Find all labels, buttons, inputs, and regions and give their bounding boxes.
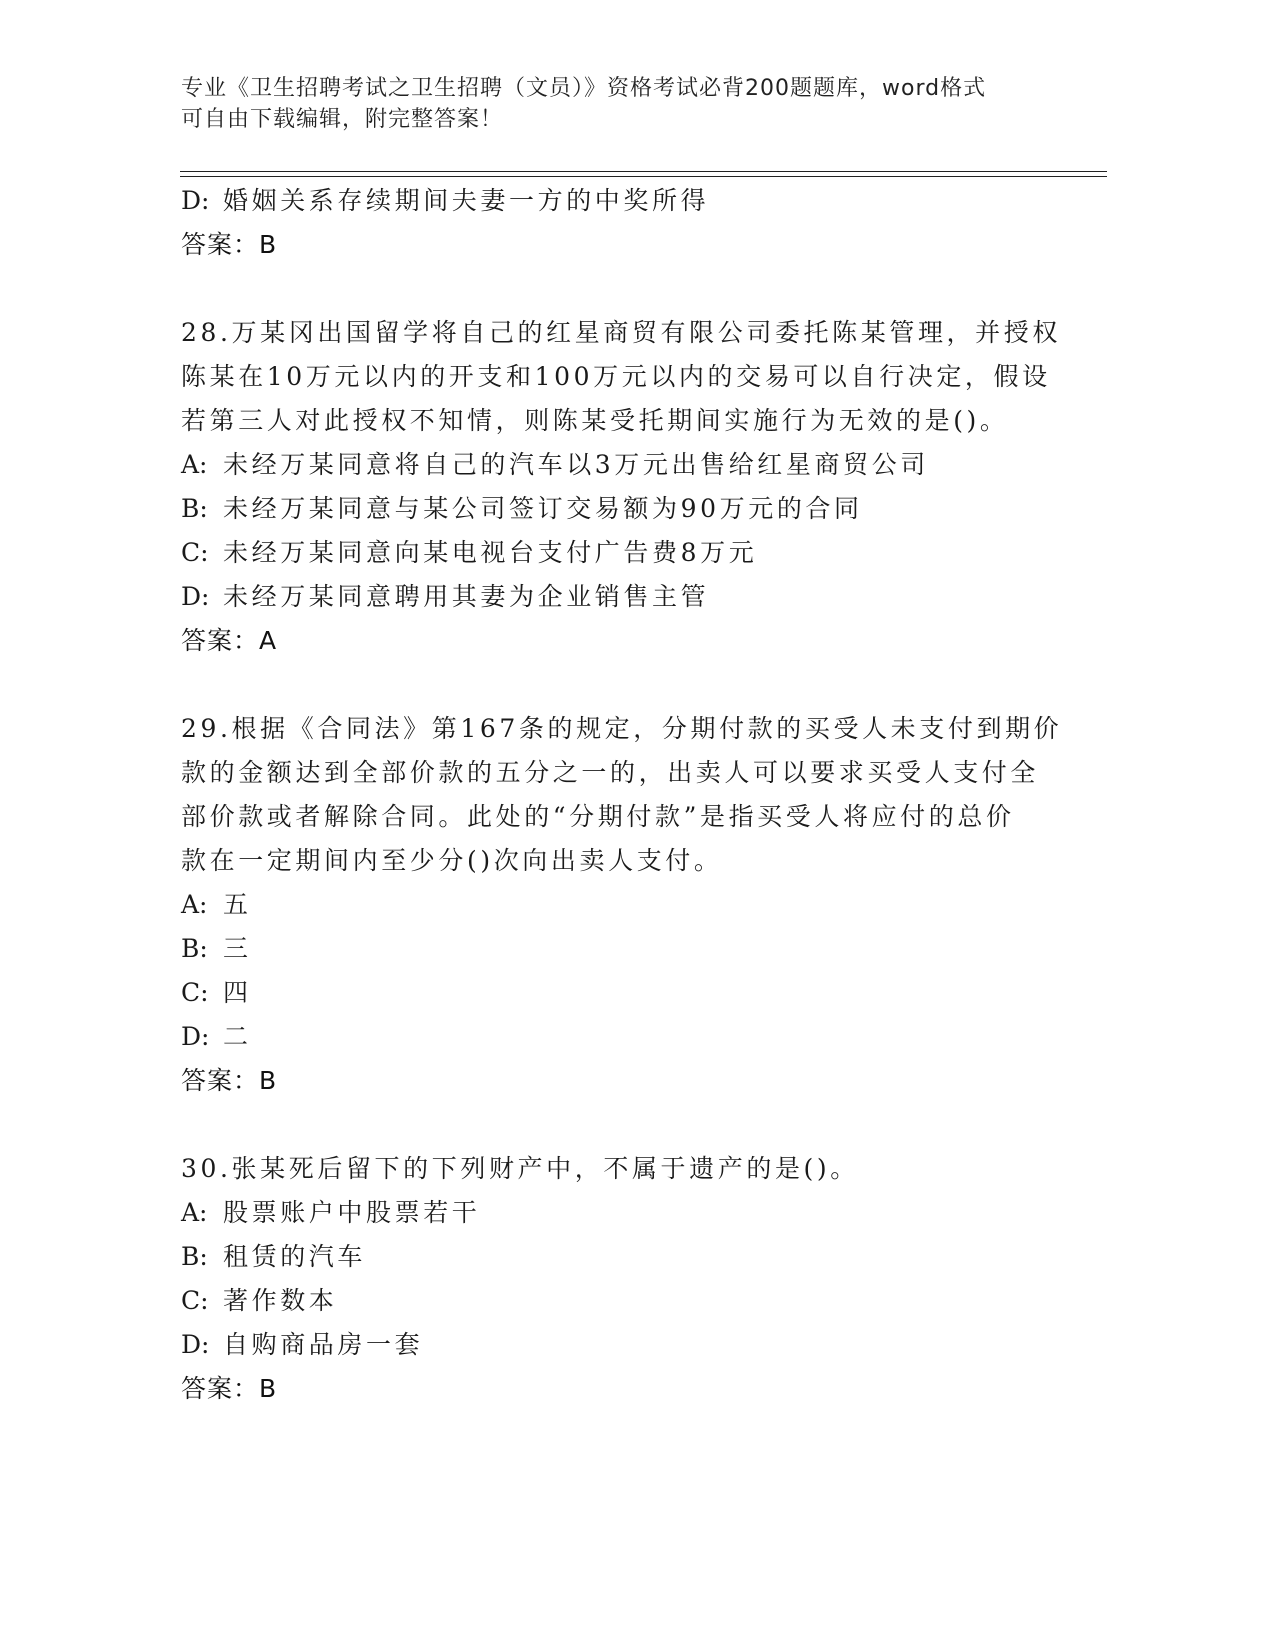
answer-line: 答案：A	[181, 626, 278, 655]
option-d	[181, 575, 1081, 619]
option-text: 未经万某同意聘用其妻为企业销售主管	[223, 582, 710, 611]
option-label: A:	[181, 450, 208, 479]
question-list	[181, 179, 1081, 1411]
answer-line: 答案：B	[181, 1066, 278, 1095]
option-text: 著作数本	[223, 1286, 338, 1315]
option-label: D:	[181, 1022, 210, 1051]
option-c	[181, 1279, 1081, 1323]
option-label: D:	[181, 1330, 210, 1359]
question-28	[181, 311, 1081, 663]
header-title-line-2: 可自由下载编辑，附完整答案！	[181, 107, 504, 132]
answer-line: 答案：B	[181, 1374, 278, 1403]
option-label: D:	[181, 582, 210, 611]
header-title-line-1: 专业《卫生招聘考试之卫生招聘（文员）》资格考试必背200题题库，word格式	[181, 76, 987, 101]
option-b	[181, 927, 1081, 971]
question-29	[181, 707, 1081, 1103]
option-text: 未经万某同意将自己的汽车以3万元出售给红星商贸公司	[223, 450, 929, 479]
option-c	[181, 531, 1081, 575]
option-a	[181, 443, 1081, 487]
question-text-line: 款的金额达到全部价款的五分之一的，出卖人可以要求买受人支付全	[181, 758, 1040, 787]
option-text: 未经万某同意与某公司签订交易额为90万元的合同	[223, 494, 863, 523]
question-text-line: 28.万某冈出国留学将自己的红星商贸有限公司委托陈某管理，并授权	[181, 318, 1061, 347]
option-c	[181, 971, 1081, 1015]
option-a	[181, 883, 1081, 927]
question-text-line: 部价款或者解除合同。此处的“分期付款”是指买受人将应付的总价	[181, 802, 1015, 831]
option-a	[181, 1191, 1081, 1235]
option-text: 四	[223, 978, 252, 1007]
option-label: B:	[181, 934, 208, 963]
option-label: B:	[181, 494, 208, 523]
option-b	[181, 1235, 1081, 1279]
option-text: 婚姻关系存续期间夫妻一方的中奖所得	[223, 186, 710, 215]
question-text-line: 款在一定期间内至少分()次向出卖人支付。	[181, 846, 723, 875]
option-label: D:	[181, 186, 210, 215]
header-divider-top	[180, 171, 1107, 172]
option-text: 三	[223, 934, 252, 963]
option-text: 五	[223, 890, 252, 919]
option-label: B:	[181, 1242, 208, 1271]
question-text-line: 若第三人对此授权不知情，则陈某受托期间实施行为无效的是()。	[181, 406, 1009, 435]
spacer	[181, 663, 1081, 707]
option-b	[181, 487, 1081, 531]
question-text-line: 陈某在10万元以内的开支和100万元以内的交易可以自行决定，假设	[181, 362, 1051, 391]
option-text: 未经万某同意向某电视台支付广告费8万元	[223, 538, 758, 567]
prev-option-d	[181, 179, 1081, 223]
option-d	[181, 1323, 1081, 1367]
document-header	[181, 73, 1061, 135]
header-divider-bottom	[180, 176, 1107, 177]
option-label: C:	[181, 978, 209, 1007]
option-label: A:	[181, 1198, 208, 1227]
question-text-line: 29.根据《合同法》第167条的规定，分期付款的买受人未支付到期价	[181, 714, 1063, 743]
question-30	[181, 1147, 1081, 1411]
option-label: A:	[181, 890, 208, 919]
option-text: 二	[223, 1022, 252, 1051]
spacer	[181, 267, 1081, 311]
option-text: 自购商品房一套	[223, 1330, 424, 1359]
option-d	[181, 1015, 1081, 1059]
question-text-line: 30.张某死后留下的下列财产中，不属于遗产的是()。	[181, 1154, 859, 1183]
spacer	[181, 1103, 1081, 1147]
option-label: C:	[181, 538, 209, 567]
option-text: 股票账户中股票若干	[223, 1198, 481, 1227]
option-text: 租赁的汽车	[223, 1242, 367, 1271]
option-label: C:	[181, 1286, 209, 1315]
prev-answer: 答案：B	[181, 230, 278, 259]
